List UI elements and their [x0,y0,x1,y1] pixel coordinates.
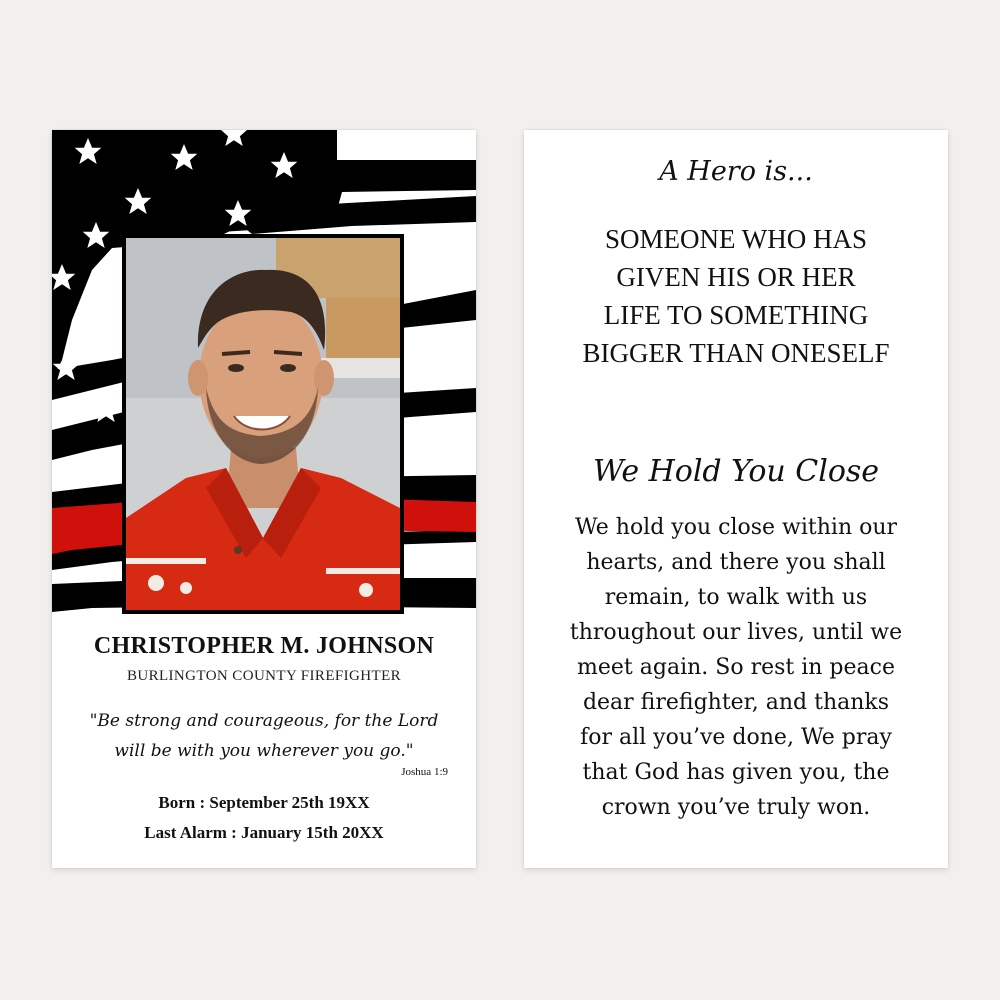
poem-line: crown you’ve truly won. [601,795,871,820]
poem-line: remain, to walk with us [604,585,868,610]
last-alarm-date: Last Alarm : January 15th 20XX [144,823,384,842]
quote-line: "Be strong and courageous, for the Lord [89,711,439,731]
portrait-image [126,238,400,610]
quote-line: will be with you wherever you go." [114,741,414,761]
hero-line: GIVEN HIS OR HER [616,262,856,292]
poem-heading: We Hold You Close [592,454,880,489]
poem-line: throughout our lives, until we [569,620,903,645]
scripture-reference: Joshua 1:9 [401,766,448,778]
deceased-name: CHRISTOPHER M. JOHNSON [93,633,435,659]
hero-definition [524,220,948,372]
memorial-card-back [524,130,948,868]
poem-line: meet again. So rest in peace [577,655,895,680]
poem-line: hearts, and there you shall [586,550,886,575]
memorial-poem [524,510,948,825]
born-date: Born : September 25th 19XX [158,793,370,812]
poem-line: for all you’ve done, We pray [580,725,892,750]
hero-line: BIGGER THAN ONESELF [582,338,890,368]
memorial-photo [122,234,404,614]
firefighter-title: BURLINGTON COUNTY FIREFIGHTER [126,668,402,684]
poem-line: dear firefighter, and thanks [582,690,890,715]
poem-line: that God has given you, the [582,760,890,785]
memorial-card-front [52,130,476,868]
hero-line: LIFE TO SOMETHING [603,300,869,330]
life-dates [52,788,476,848]
hero-heading: A Hero is... [659,156,813,187]
scripture-quote [64,706,464,766]
hero-line: SOMEONE WHO HAS [604,224,867,254]
poem-line: We hold you close within our [574,515,898,540]
